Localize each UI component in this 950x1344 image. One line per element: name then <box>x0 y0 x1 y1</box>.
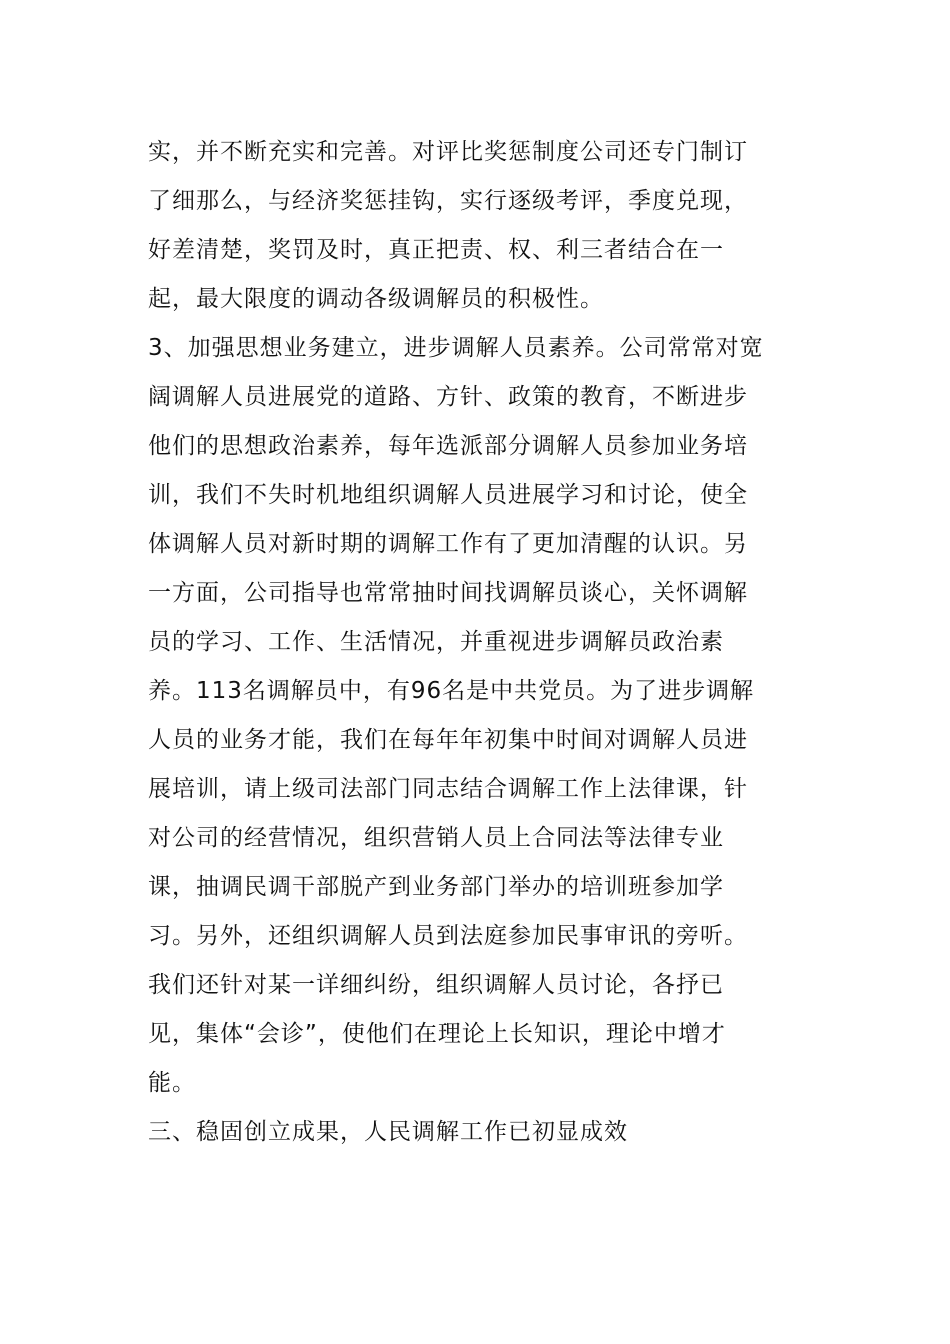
text-line: 我们还针对某一详细纠纷，组织调解人员讨论，各抒已 <box>148 972 724 998</box>
text-line: 养。113名调解员中，有96名是中共党员。为了进步调解 <box>148 678 755 704</box>
text-line: 训，我们不失时机地组织调解人员进展学习和讨论，使全 <box>148 482 748 508</box>
text-line: 体调解人员对新时期的调解工作有了更加清醒的认识。另 <box>148 531 748 557</box>
text-line: 好差清楚，奖罚及时，真正把责、权、利三者结合在一 <box>148 237 724 263</box>
text-line: 课，抽调民调干部脱产到业务部门举办的培训班参加学 <box>148 874 724 900</box>
text-line: 一方面，公司指导也常常抽时间找调解员谈心，关怀调解 <box>148 580 748 606</box>
text-line: 他们的思想政治素养，每年选派部分调解人员参加业务培 <box>148 433 748 459</box>
section-heading: 三、稳固创立成果，人民调解工作已初显成效 <box>148 1119 628 1145</box>
text-line: 实，并不断充实和完善。对评比奖惩制度公司还专门制订 <box>148 139 748 165</box>
text-line: 对公司的经营情况，组织营销人员上合同法等法律专业 <box>148 825 724 851</box>
text-line: 阔调解人员进展党的道路、方针、政策的教育，不断进步 <box>148 384 748 410</box>
body-text <box>148 128 818 1157</box>
text-line: 习。另外，还组织调解人员到法庭参加民事审讯的旁听。 <box>148 923 748 949</box>
text-line: 3、加强思想业务建立，进步调解人员素养。公司常常对宽 <box>148 335 764 361</box>
text-line: 员的学习、工作、生活情况，并重视进步调解员政治素 <box>148 629 724 655</box>
text-line: 了细那么，与经济奖惩挂钩，实行逐级考评，季度兑现， <box>148 188 748 214</box>
text-line: 能。 <box>148 1070 196 1096</box>
text-line: 人员的业务才能，我们在每年年初集中时间对调解人员进 <box>148 727 748 753</box>
text-line: 见，集体“会诊”，使他们在理论上长知识，理论中增才 <box>148 1021 726 1047</box>
text-line: 展培训，请上级司法部门同志结合调解工作上法律课，针 <box>148 776 748 802</box>
text-line: 起，最大限度的调动各级调解员的积极性。 <box>148 286 604 312</box>
